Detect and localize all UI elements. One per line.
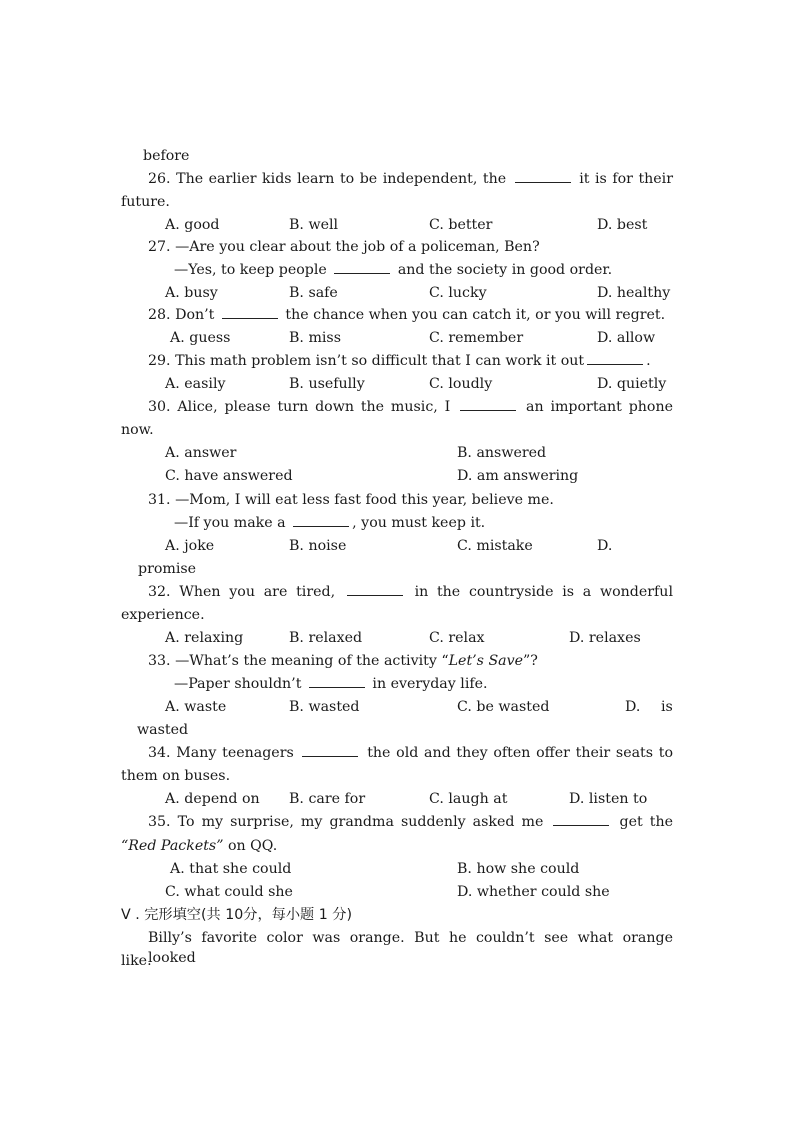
option-d[interactable]: D. relaxes [569, 630, 641, 646]
option-b[interactable]: B. relaxed [289, 630, 363, 646]
question-31-reply: —If you make a , you must keep it. [174, 515, 486, 531]
option-c[interactable]: C. better [429, 217, 493, 233]
option-b[interactable]: B. miss [289, 330, 341, 346]
option-c[interactable]: C. be wasted [457, 699, 550, 715]
option-a[interactable]: A. relaxing [165, 630, 244, 646]
option-a[interactable]: A. easily [165, 376, 226, 392]
option-d[interactable]: D. listen to [569, 791, 648, 807]
option-a[interactable]: A. good [165, 217, 220, 233]
question-34-stem: 34. Many teenagers the old and they often offer their seats to [148, 745, 673, 761]
section-heading: V . 完形填空(共 10分，每小题 1 分) [121, 907, 352, 923]
answer-blank[interactable] [302, 744, 358, 757]
option-b[interactable]: B. how she could [457, 861, 580, 877]
option-d-cont[interactable]: wasted [137, 722, 189, 738]
option-c[interactable]: C. remember [429, 330, 524, 346]
option-b[interactable]: B. answered [457, 445, 547, 461]
question-33-stem: 33. —What’s the meaning of the activity “Let’s Save”? [148, 653, 538, 669]
question-29-stem: 29. This math problem isn’t so difficult that I can work it out . [148, 353, 651, 369]
question-32-cont: experience. [121, 607, 205, 623]
continuation-text: before [143, 148, 190, 164]
option-b[interactable]: B. wasted [289, 699, 360, 715]
answer-blank[interactable] [553, 813, 609, 826]
option-c[interactable]: C. loudly [429, 376, 493, 392]
passage-line-2: like. [121, 953, 152, 969]
option-c[interactable]: C. mistake [457, 538, 533, 554]
question-31-stem: 31. —Mom, I will eat less fast food this year, believe me. [148, 492, 554, 508]
option-b[interactable]: B. safe [289, 285, 338, 301]
option-d[interactable]: D. best [597, 217, 648, 233]
option-d[interactable]: D. am answering [457, 468, 579, 484]
option-a[interactable]: A. guess [170, 330, 231, 346]
answer-blank[interactable] [515, 170, 571, 183]
question-35-stem: 35. To my surprise, my grandma suddenly asked me get the [148, 814, 673, 830]
answer-blank[interactable] [460, 398, 516, 411]
answer-blank[interactable] [293, 514, 349, 527]
answer-blank[interactable] [347, 583, 403, 596]
option-b[interactable]: B. usefully [289, 376, 365, 392]
option-a[interactable]: A. depend on [165, 791, 260, 807]
option-a[interactable]: A. that she could [170, 861, 292, 877]
option-a[interactable]: A. answer [165, 445, 237, 461]
question-34-cont: them on buses. [121, 768, 231, 784]
option-a[interactable]: A. joke [165, 538, 215, 554]
option-d[interactable]: D. allow [597, 330, 656, 346]
option-c[interactable]: C. what could she [165, 884, 293, 900]
question-27-reply: —Yes, to keep people and the society in good order. [174, 262, 613, 278]
option-d-text[interactable]: promise [138, 561, 197, 577]
answer-blank[interactable] [222, 306, 278, 319]
option-d[interactable]: D. quietly [597, 376, 667, 392]
question-32-stem: 32. When you are tired, in the countryside is a wonderful [148, 584, 673, 600]
question-28-stem: 28. Don’t the chance when you can catch it, or you will regret. [148, 307, 666, 323]
question-27-stem: 27. —Are you clear about the job of a policeman, Ben? [148, 239, 540, 255]
option-c[interactable]: C. lucky [429, 285, 487, 301]
option-a[interactable]: A. waste [165, 699, 227, 715]
answer-blank[interactable] [309, 675, 365, 688]
question-26-stem: 26. The earlier kids learn to be independent, the it is for their [148, 171, 674, 187]
option-a[interactable]: A. busy [165, 285, 218, 301]
option-d[interactable]: D. [597, 538, 613, 554]
passage-line-1: Billy’s favorite color was orange. But he couldn’t see what orange looked [148, 930, 673, 966]
answer-blank[interactable] [334, 261, 390, 274]
option-c[interactable]: C. laugh at [429, 791, 508, 807]
option-b[interactable]: B. noise [289, 538, 347, 554]
question-26-cont: future. [121, 194, 170, 210]
option-d-text[interactable]: is [661, 699, 673, 715]
question-30-stem: 30. Alice, please turn down the music, I an important phone [148, 399, 673, 415]
question-33-reply: —Paper shouldn’t in everyday life. [174, 676, 488, 692]
option-d[interactable]: D. whether could she [457, 884, 610, 900]
option-d[interactable]: D. [625, 699, 641, 715]
question-35-cont: “Red Packets” on QQ. [121, 838, 278, 854]
option-c[interactable]: C. relax [429, 630, 485, 646]
question-30-cont: now. [121, 422, 154, 438]
option-d[interactable]: D. healthy [597, 285, 671, 301]
option-b[interactable]: B. well [289, 217, 339, 233]
option-c[interactable]: C. have answered [165, 468, 293, 484]
option-b[interactable]: B. care for [289, 791, 366, 807]
answer-blank[interactable] [587, 352, 643, 365]
